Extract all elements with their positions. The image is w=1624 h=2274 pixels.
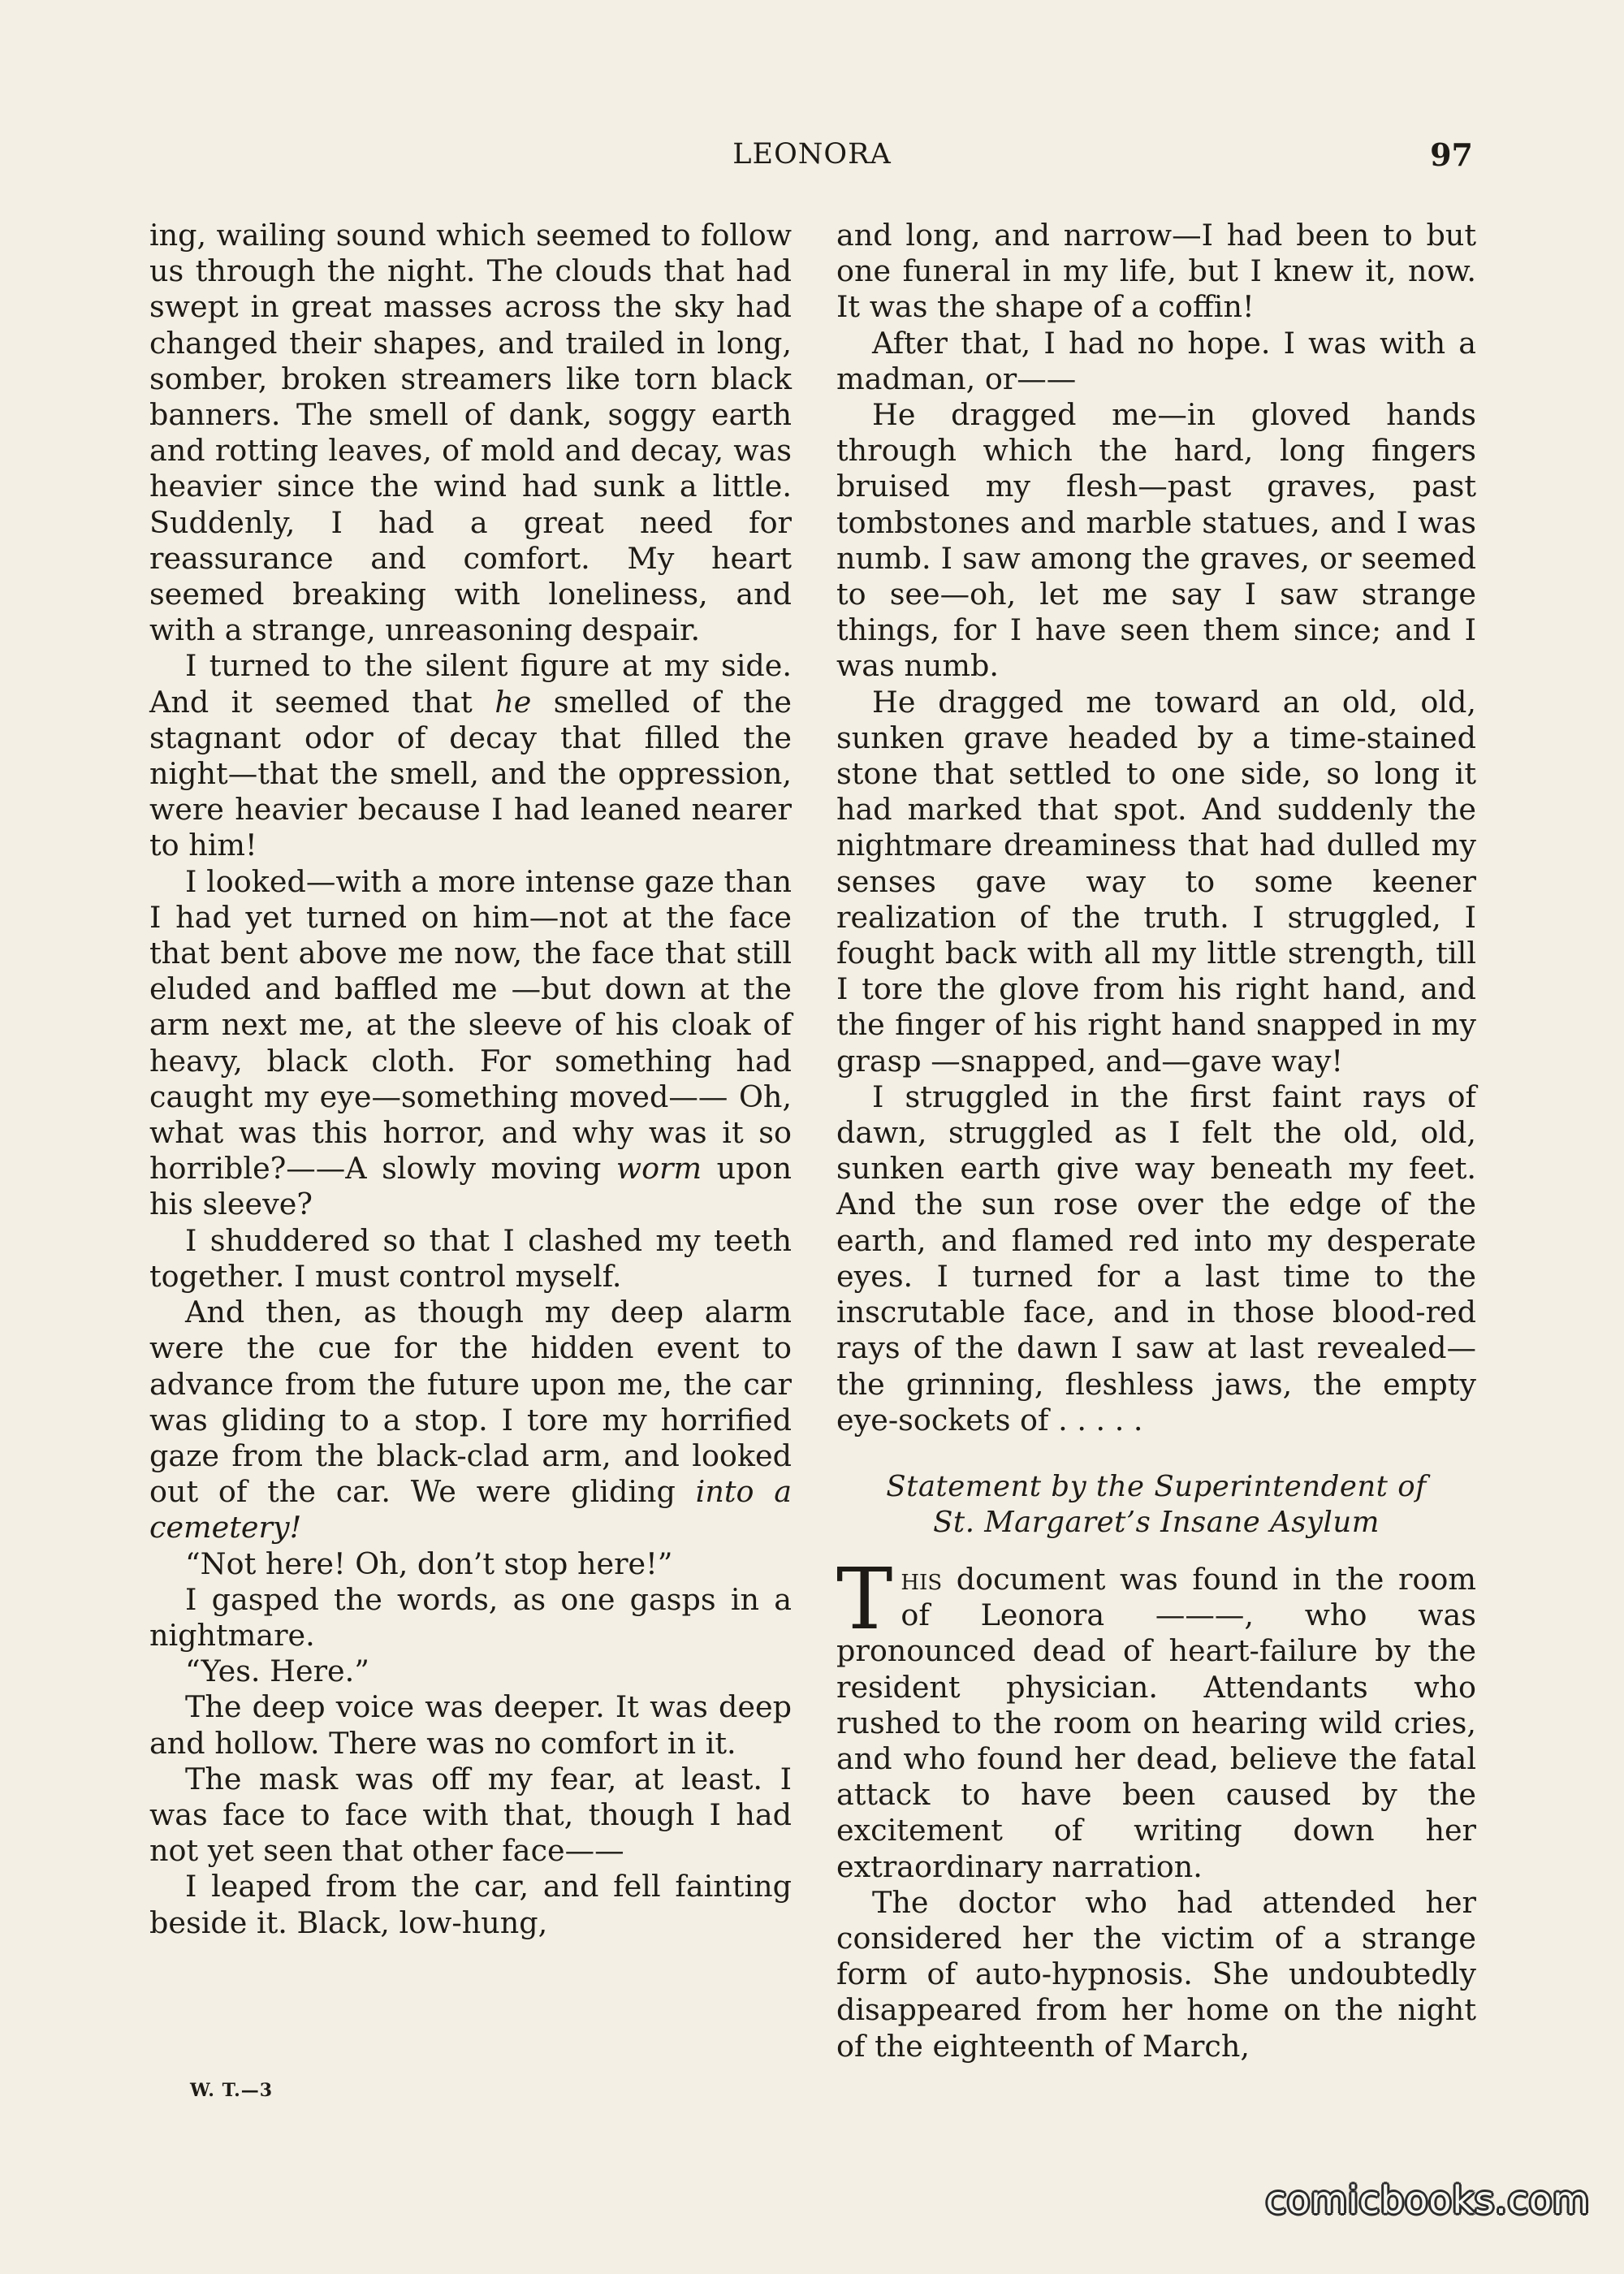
watermark: comicbooks.com xyxy=(1265,2178,1590,2222)
running-title: LEONORA xyxy=(732,138,892,171)
paragraph: and long, and narrow—I had been to but one funeral in my life, but I knew it, now. It was the shape of a coffin! xyxy=(836,218,1476,325)
paragraph xyxy=(149,864,792,1223)
paragraph: After that, I had no hope. I was with a madman, or—— xyxy=(836,325,1476,396)
signature-mark: W. T.—3 xyxy=(190,2080,274,2101)
statement-heading-line: St. Margaret’s Insane Asylum xyxy=(933,1505,1380,1539)
text-run: document was found in the room of Leonora ———, who was pronounced dead of heart-failure by the resident physician. Attendants who rushed to the room on hearing wild cries, and who found her dead, believe the fatal attack to have been caused by the excitement of writing down her extraordinary narration. xyxy=(836,1561,1476,1884)
text-run: I turned to the silent figure at my side. And it seemed that xyxy=(149,648,792,720)
statement-heading-line: Statement by the Superintendent of xyxy=(886,1469,1427,1503)
text-run: upon his sleeve? xyxy=(149,1151,792,1222)
statement-heading xyxy=(836,1469,1476,1541)
paragraph xyxy=(149,1295,792,1546)
paragraph: I shuddered so that I clashed my teeth together. I must control myself. xyxy=(149,1222,792,1294)
paragraph: “Not here! Oh, don’t stop here!” xyxy=(185,1546,673,1581)
paragraph: I leaped from the car, and fell fainting beside it. Black, low-hung, xyxy=(149,1869,792,1940)
text-run: And then, as though my deep alarm were the cue for the hidden event to advance from the future upon me, the car was gliding to a stop. I tore my horrified gaze from the black-clad arm, and looked out of the car. We were gliding xyxy=(149,1295,792,1510)
italic-text: worm xyxy=(615,1151,702,1187)
drop-cap: T xyxy=(836,1549,893,1649)
page-number: 97 xyxy=(1430,136,1473,173)
paragraph: He dragged me—in gloved hands through which the hard, long fingers bruised my flesh—past graves, past tombstones and marble statues, and I was numb. I saw among the graves, or seemed to see—oh, let me say I saw strange things, for I have seen them since; and I was numb. xyxy=(836,397,1476,684)
paragraph: I gasped the words, as one gasps in a nightmare. xyxy=(149,1581,792,1653)
paragraph: The mask was off my fear, at least. I was face to face with that, though I had not yet seen that other face—— xyxy=(149,1761,792,1869)
paragraph xyxy=(149,648,792,863)
paragraph: The doctor who had attended her considered her the victim of a strange form of auto-hypnosis. She undoubtedly disappeared from her home on the night of the eighteenth of March, xyxy=(836,1884,1476,2064)
text-run: smelled of the stagnant odor of decay that filled the night—that the smell, and the oppression, were heavier because I had leaned nearer to him! xyxy=(149,684,792,863)
paragraph: ing, wailing sound which seemed to follow us through the night. The clouds that had swept in great masses across the sky had changed their shapes, and trailed in long, somber, broken streamers like torn black banners. The smell of dank, soggy earth and rotting leaves, of mold and decay, was heavier since the wind had sunk a little. Suddenly, I had a great need for reassurance and comfort. My heart seemed breaking with loneliness, and with a strange, unreasoning despair. xyxy=(149,218,792,648)
right-column xyxy=(836,218,1476,2064)
italic-text: he xyxy=(495,684,532,720)
left-column xyxy=(149,218,792,1941)
paragraph: The deep voice was deeper. It was deep and hollow. There was no comfort in it. xyxy=(149,1689,792,1761)
small-caps-text: his xyxy=(901,1561,943,1597)
italic-text: into a cemetery! xyxy=(149,1474,793,1546)
paragraph xyxy=(836,1549,1476,1885)
text-run: I looked—with a more intense gaze than I had yet turned on him—not at the face that bent above me now, the face that still eluded and baffled me —but down at the arm next me, at the sleeve of his cloak of heavy, black cloth. For something had caught my eye—something moved—— Oh, what was this horror, and why was it so horrible?——A slowly moving xyxy=(149,863,792,1187)
running-header xyxy=(0,138,1624,179)
paragraph: “Yes. Here.” xyxy=(185,1654,369,1689)
paragraph: I struggled in the first faint rays of dawn, struggled as I felt the old, old, sunken earth give way beneath my feet. And the sun rose over the edge of the earth, and flamed red into my desperate eyes. I turned for a last time to the inscrutable face, and in those blood-red rays of the dawn I saw at last revealed—the grinning, fleshless jaws, the empty eye-sockets of . . . . . xyxy=(836,1079,1476,1437)
paragraph: He dragged me toward an old, old, sunken grave headed by a time-stained stone that settled to one side, so long it had marked that spot. And suddenly the nightmare dreaminess that had dulled my senses gave way to some keener realization of the truth. I struggled, I fought back with all my little strength, till I tore the glove from his right hand, and the finger of his right hand snapped in my grasp —snapped, and—gave way! xyxy=(836,684,1476,1079)
